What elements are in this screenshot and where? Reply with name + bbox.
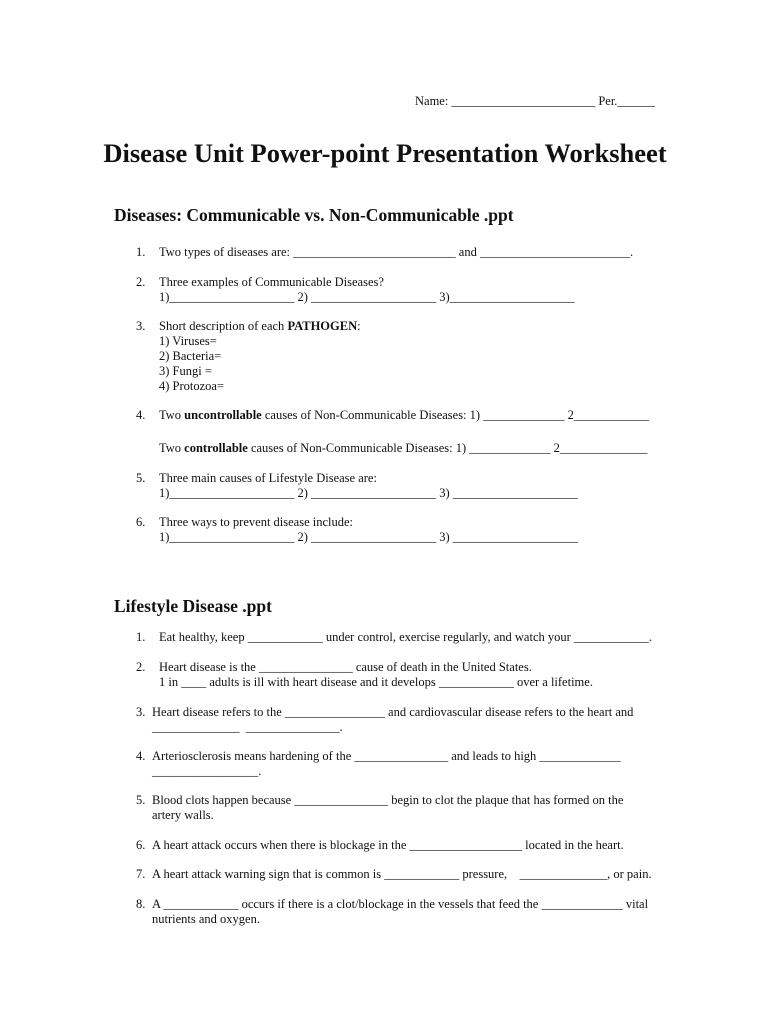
question-text: Eat healthy, keep ____________ under control, exercise regularly, and watch your ____________. xyxy=(159,630,653,644)
question-text: Three ways to prevent disease include: xyxy=(159,515,354,529)
answer-blanks: 1)____________________ 2) ____________________ 3)____________________ xyxy=(159,290,575,304)
page-title: Disease Unit Power-point Presentation Worksheet xyxy=(103,138,667,168)
question-text-line2: _________________. xyxy=(152,764,262,778)
section-heading-lifestyle: Lifestyle Disease .ppt xyxy=(114,596,272,616)
question-text-line2: ______________ _______________. xyxy=(152,720,343,734)
question-number: 2. xyxy=(136,660,146,674)
question-text: Heart disease refers to the ________________ and cardiovascular disease refers to the heart and xyxy=(152,705,634,719)
pathogen-item: 3) Fungi = xyxy=(159,364,212,378)
question-text: Three examples of Communicable Diseases? xyxy=(159,275,384,289)
question-text: Short description of each PATHOGEN: xyxy=(159,319,361,333)
name-period-line: Name: _______________________ Per.______ xyxy=(415,94,655,108)
question-number: 5. xyxy=(136,471,146,485)
question-number: 2. xyxy=(136,275,146,289)
question-text: Two types of diseases are: __________________________ and ________________________. xyxy=(159,245,634,259)
pathogen-item: 4) Protozoa= xyxy=(159,379,225,393)
question-text-line2: 1 in ____ adults is ill with heart disease and it develops ____________ over a lifetime. xyxy=(159,675,593,689)
question-number: 1. xyxy=(136,245,146,259)
question-text: A ____________ occurs if there is a clot/blockage in the vessels that feed the _____________ vital xyxy=(152,897,649,911)
question-text-controllable: Two controllable causes of Non-Communicable Diseases: 1) _____________ 2______________ xyxy=(159,441,648,455)
section-heading-communicable: Diseases: Communicable vs. Non-Communicable .ppt xyxy=(114,205,514,225)
question-number: 4. xyxy=(136,749,146,763)
question-number: 6. xyxy=(136,838,146,852)
pathogen-item: 2) Bacteria= xyxy=(159,349,222,363)
question-text: Arteriosclerosis means hardening of the _______________ and leads to high _____________ xyxy=(152,749,621,763)
question-text-line2: nutrients and oxygen. xyxy=(152,912,260,926)
question-text-line2: artery walls. xyxy=(152,808,214,822)
question-number: 5. xyxy=(136,793,146,807)
question-number: 3. xyxy=(136,705,146,719)
pathogen-item: 1) Viruses= xyxy=(159,334,217,348)
question-number: 6. xyxy=(136,515,146,529)
question-text: Blood clots happen because _______________ begin to clot the plaque that has formed on the xyxy=(152,793,624,807)
question-number: 8. xyxy=(136,897,146,911)
question-number: 4. xyxy=(136,408,146,422)
question-text: Heart disease is the _______________ cause of death in the United States. xyxy=(159,660,532,674)
question-number: 7. xyxy=(136,867,146,881)
question-number: 1. xyxy=(136,630,146,644)
question-text: A heart attack occurs when there is blockage in the __________________ located in the heart. xyxy=(152,838,624,852)
question-text: A heart attack warning sign that is common is ____________ pressure, ______________, or pain. xyxy=(152,867,652,881)
answer-blanks: 1)____________________ 2) ____________________ 3) ____________________ xyxy=(159,530,578,544)
pathogen-bold: PATHOGEN xyxy=(287,319,358,333)
answer-blanks: 1)____________________ 2) ____________________ 3) ____________________ xyxy=(159,486,578,500)
question-text: Three main causes of Lifestyle Disease are: xyxy=(159,471,377,485)
question-text-uncontrollable: Two uncontrollable causes of Non-Communicable Diseases: 1) _____________ 2____________ xyxy=(159,408,649,422)
question-number: 3. xyxy=(136,319,146,333)
